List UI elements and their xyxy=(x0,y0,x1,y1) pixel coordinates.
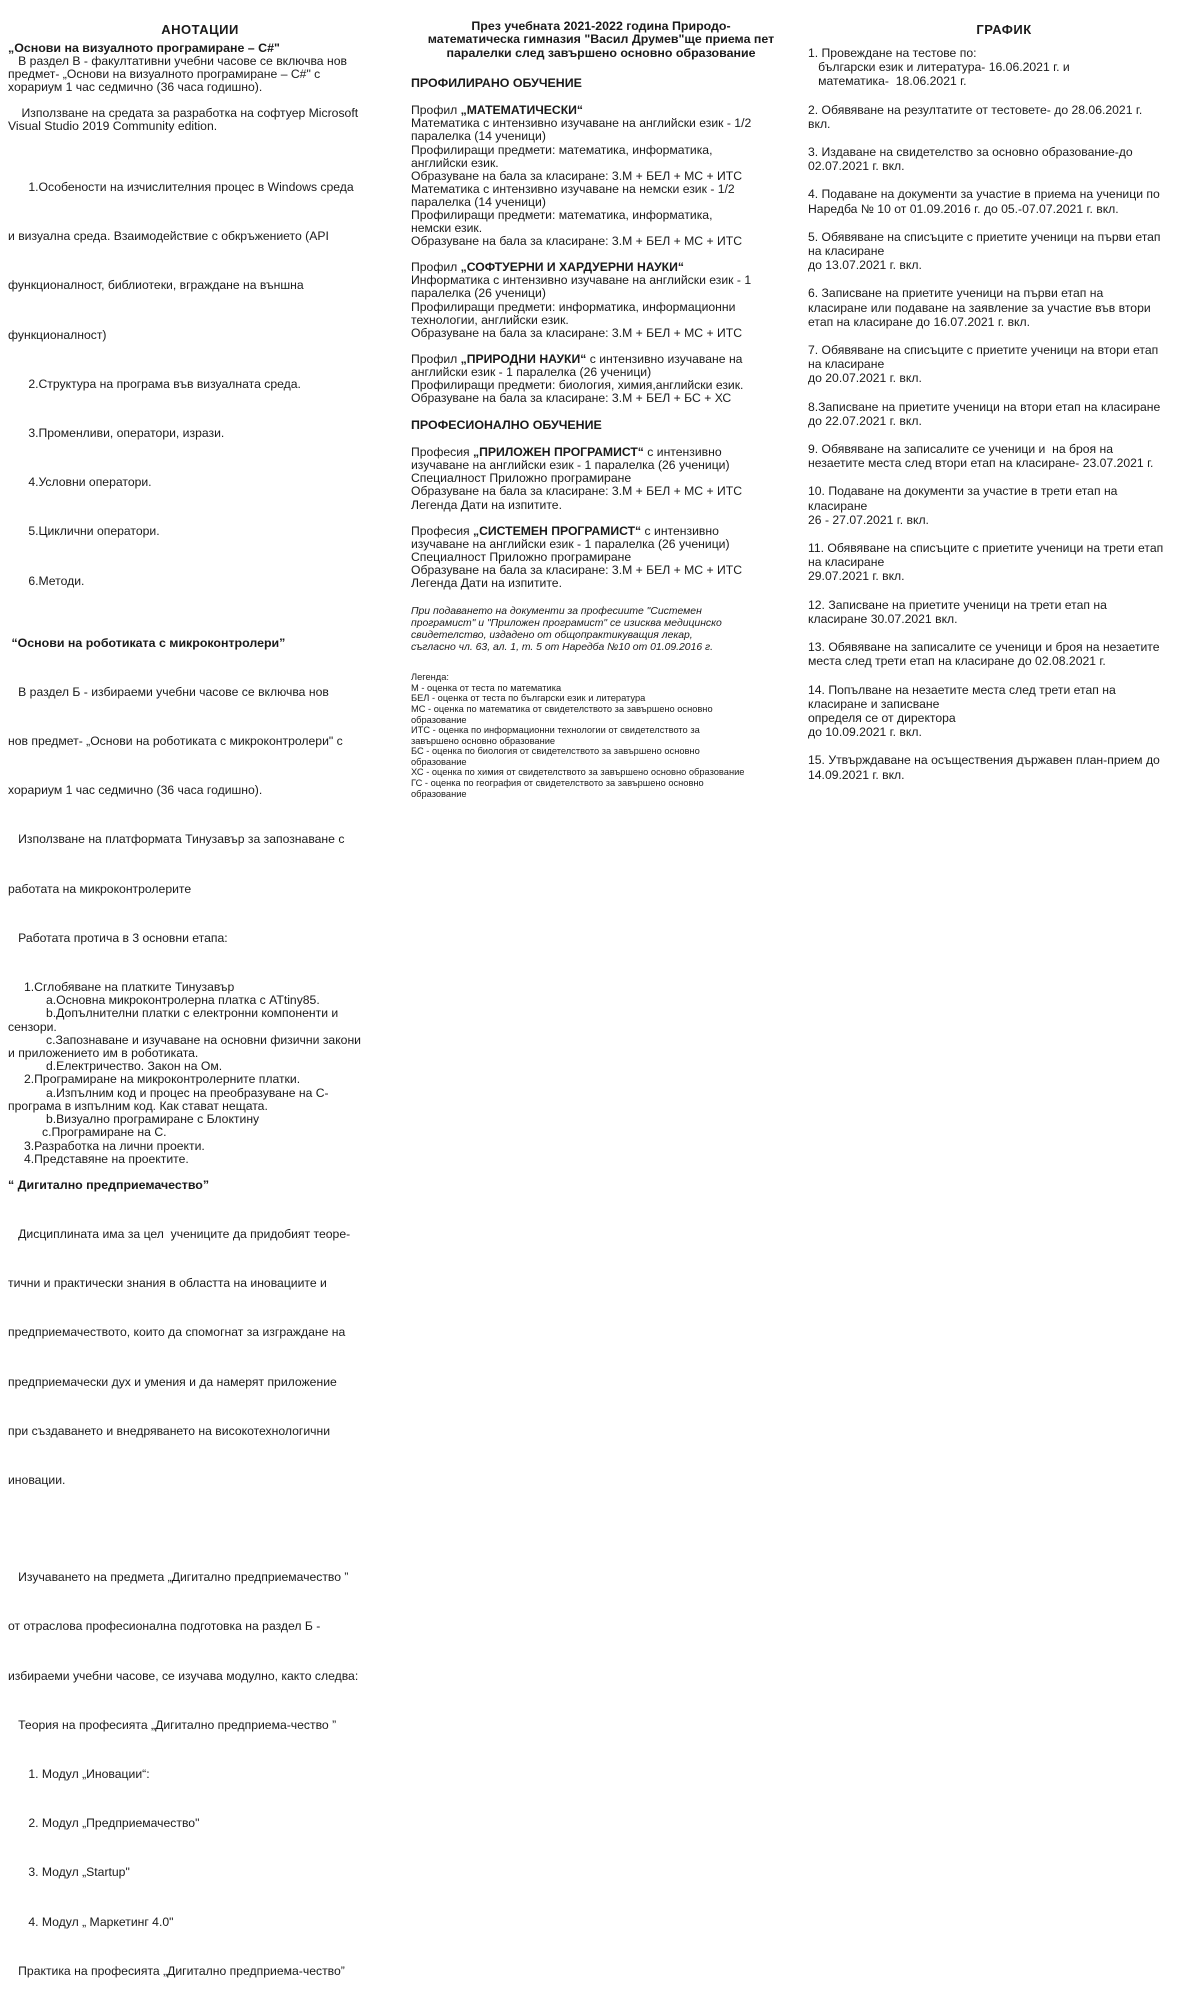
profile-name: „СИСТЕМЕН ПРОГРАМИСТ“ xyxy=(473,523,642,538)
schedule-column xyxy=(800,0,1200,861)
schedule-line: на класиране xyxy=(808,555,885,570)
schedule-line: класиране xyxy=(808,498,868,513)
list-item: b.Визуално програмиране с Блоктину xyxy=(46,1112,260,1127)
list-item: 2.Програмиране на микроконтролерните платки. xyxy=(24,1072,301,1087)
profile-name: „ПРИРОДНИ НАУКИ“ xyxy=(460,351,587,366)
list-item: 3. Модул „Startup" xyxy=(8,1865,130,1880)
profile-lead: Профил xyxy=(411,103,461,118)
legend-line: БС - оценка по биология от свидетелството за завършено основно xyxy=(411,746,700,757)
schedule-line: места след трети етап на класиране до 02.08.2021 г. xyxy=(808,654,1106,669)
text-line: тични и практически знания в областта на иновациите и xyxy=(8,1276,327,1291)
schedule-line: до 13.07.2021 г. вкл. xyxy=(808,258,922,273)
schedule-line: 9. Обявяване на записалите се ученици и на броя на xyxy=(808,442,1114,457)
profile-rest: с интензивно xyxy=(643,445,722,460)
legend xyxy=(411,672,791,799)
text-line: от отраслова професионална подготовка на раздел Б - xyxy=(8,1619,321,1634)
schedule-line: Наредба № 10 от 01.09.2016 г. до 05.-07.07.2021 г. вкл. xyxy=(808,201,1119,216)
text-line: паралелка (14 ученици) xyxy=(411,129,546,144)
schedule-line: 5. Обявяване на списъците с приетите ученици на първи етап xyxy=(808,229,1161,244)
profile-math xyxy=(411,104,791,248)
schedule-item xyxy=(808,46,1200,89)
schedule-line: до 20.07.2021 г. вкл. xyxy=(808,371,922,386)
text-line: Профилиращи предмети: математика, информатика, xyxy=(411,142,713,157)
text-line: Профилиращи предмети: математика, информатика, xyxy=(411,207,713,222)
schedule-item xyxy=(808,187,1200,215)
visual-programming-intro xyxy=(8,55,392,95)
digital-entrepreneurship-modules xyxy=(8,1535,392,2014)
legend-line: завършено основно образование xyxy=(411,735,556,746)
schedule-line: вкл. xyxy=(808,116,831,131)
profile-rest: с интензивно изучаване на xyxy=(586,351,743,366)
robotics-topics xyxy=(8,981,392,1166)
text-line: хорариум 1 час седмично (36 часа годишно). xyxy=(8,80,263,95)
schedule-line: до 10.09.2021 г. вкл. xyxy=(808,725,922,740)
text-line: Практика на професията „Дигитално предприема-чество” xyxy=(8,1963,345,1978)
admission-column xyxy=(403,0,791,861)
text-line: изучаване на английски език - 1 паралелка (26 ученици) xyxy=(411,536,730,551)
schedule-line: 15. Утвърждаване на осъществения държавен план-прием до xyxy=(808,753,1160,768)
list-item: 3.Променливи, оператори, изрази. xyxy=(8,426,225,441)
note-line: програмист" и "Приложен програмист" се изисква медицинско xyxy=(411,618,722,630)
text-line: технологии, английски език. xyxy=(411,312,569,327)
title-line: паралелки след завършено основно образование xyxy=(446,45,756,60)
text-line: Образуване на бала за класиране: 3.М + БЕЛ + МС + ИТС xyxy=(411,484,743,499)
text-line: Информатика с интензивно изучаване на английски език - 1 xyxy=(411,273,752,288)
legend-line: образование xyxy=(411,788,467,799)
list-item: b.Допълнителни платки с електронни компоненти и xyxy=(46,1006,339,1021)
text-line: Специалност Приложно програмиране xyxy=(411,471,632,486)
text-line: Легенда Дати на изпитите. xyxy=(411,576,562,591)
schedule-item xyxy=(808,400,1200,428)
schedule-item xyxy=(808,541,1200,584)
profile-rest: с интензивно xyxy=(641,523,719,538)
text-line: Профилиращи предмети: информатика, информационни xyxy=(411,299,736,314)
profile-lead: Професия xyxy=(411,445,474,460)
schedule-item xyxy=(808,286,1200,329)
schedule-heading: ГРАФИК xyxy=(976,22,1032,37)
schedule-line: 12. Записване на приетите ученици на трети етап на xyxy=(808,597,1107,612)
schedule-line: 3. Издаване на свидетелство за основно образование-до xyxy=(808,145,1133,160)
list-item: сензори. xyxy=(8,1019,57,1034)
schedule-item xyxy=(808,484,1200,527)
list-item: 1.Сглобяване на платките Тинузавър xyxy=(24,980,235,995)
text-line: иновации. xyxy=(8,1472,66,1487)
profile-line xyxy=(411,525,791,538)
list-item: 1.Особености на изчислителния процес в Windows среда xyxy=(8,180,354,195)
schedule-item xyxy=(808,343,1200,386)
text-line: Математика с интензивно изучаване на немски език - 1/2 xyxy=(411,181,735,196)
text-line: Образуване на бала за класиране: 3.М + БЕЛ + МС + ИТС xyxy=(411,562,743,577)
schedule-item xyxy=(808,103,1200,131)
legend-line: образование xyxy=(411,756,467,767)
visual-programming-topics xyxy=(8,145,392,624)
annotations-heading: АНОТАЦИИ xyxy=(161,22,239,37)
profession-applied-programmer xyxy=(411,446,791,511)
schedule-line: 02.07.2021 г. вкл. xyxy=(808,159,905,174)
annotations-column xyxy=(0,0,392,1978)
legend-line: Легенда: xyxy=(411,672,449,683)
legend-line: МС - оценка по математика от свидетелството за завършено основно xyxy=(411,703,713,714)
schedule-list xyxy=(808,46,1200,782)
schedule-line: етап на класиране до 16.07.2021 г. вкл. xyxy=(808,314,1031,329)
profile-lead: Профил xyxy=(411,260,461,275)
profile-lead: Професия xyxy=(411,523,474,538)
text-line: Теория на професията „Дигитално предприема-чество ” xyxy=(8,1717,337,1732)
schedule-item xyxy=(808,442,1200,470)
text-line: Използване на средата за разработка на софтуер Microsoft xyxy=(8,105,359,120)
text-line: предприемачеството, които да спомогнат за изграждане на xyxy=(8,1325,346,1340)
legend-line: образование xyxy=(411,714,467,725)
profile-lead: Профил xyxy=(411,351,461,366)
list-item: a.Основна микроконтролерна платка с ATtiny85. xyxy=(46,993,320,1008)
list-item: 4.Условни оператори. xyxy=(8,475,152,490)
schedule-line: 13. Обявяване на записалите се ученици и броя на незаетите xyxy=(808,640,1160,655)
schedule-item xyxy=(808,683,1200,740)
schedule-line: 8.Записване на приетите ученици на втори етап на класиране xyxy=(808,399,1161,414)
text-line: паралелка (26 ученици) xyxy=(411,286,546,301)
profession-system-programmer xyxy=(411,525,791,590)
text-line: изучаване на английски език - 1 паралелка (26 ученици) xyxy=(411,458,730,473)
text-line: предприемачески дух и умения и да намерят приложение xyxy=(8,1374,337,1389)
schedule-line: 7. Обявяване на списъците с приетите ученици на втори етап xyxy=(808,343,1159,358)
profile-software xyxy=(411,261,791,340)
list-item: функционалност) xyxy=(8,327,107,342)
note-line: При подаването на документи за професиите "Системен xyxy=(411,606,702,618)
schedule-line: математика- 18.06.2021 г. xyxy=(808,74,967,89)
legend-line: БЕЛ - оценка от теста по български език и литература xyxy=(411,693,646,704)
text-line: Дисциплината има за цел учениците да придобият теоре- xyxy=(8,1226,351,1241)
schedule-line: класиране или подаване на заявление за участие във втори xyxy=(808,300,1151,315)
text-line: избираеми учебни часове, се изучава модулно, както следва: xyxy=(8,1668,359,1683)
text-line: работата на микроконтролерите xyxy=(8,881,192,896)
list-item: програма в изпълним код. Как стават нещата. xyxy=(8,1098,268,1113)
text-line: Образуване на бала за класиране: 3.М + БЕЛ + БС + ХС xyxy=(411,391,732,406)
visual-programming-environment xyxy=(8,107,392,133)
digital-entrepreneurship-title: “ Дигитално предприемачество” xyxy=(8,1177,210,1192)
schedule-line: 1. Провеждане на тестове по: xyxy=(808,46,977,60)
profile-line xyxy=(411,353,791,366)
list-item: c.Запознаване и изучаване на основни физични закони xyxy=(46,1032,361,1047)
medical-note xyxy=(411,606,791,654)
schedule-line: 10. Подаване на документи за участие в трети етап на xyxy=(808,484,1118,499)
text-line: Математика с интензивно изучаване на английски език - 1/2 xyxy=(411,116,752,131)
text-line: Образуване на бала за класиране: 3.М + БЕЛ + МС + ИТС xyxy=(411,234,743,249)
robotics-intro xyxy=(8,650,392,981)
schedule-line: 14. Попълване на незаетите места след трети етап на xyxy=(808,682,1116,697)
text-line: немски език. xyxy=(411,221,483,236)
legend-line: ХС - оценка по химия от свидетелството за завършено основно образование xyxy=(411,767,745,778)
text-line: нов предмет- „Основи на роботиката с микроконтролери" с xyxy=(8,734,343,749)
note-line: съгласно чл. 63, ал. 1, т. 5 от Наредба №10 от 01.09.2016 г. xyxy=(411,642,714,654)
list-item: 1. Модул „Иновации“: xyxy=(8,1766,150,1781)
text-line: Специалност Приложно програмиране xyxy=(411,549,632,564)
text-line: паралелка (14 ученици) xyxy=(411,194,546,209)
text-line: В раздел В - факултативни учебни часове се включва нов xyxy=(8,54,347,68)
text-line: Изучаването на предмета „Дигитално предприемачество ” xyxy=(8,1570,349,1585)
schedule-line: класиране и записване xyxy=(808,696,940,711)
text-line: Работата протича в 3 основни етапа: xyxy=(8,930,228,945)
list-item: 5.Циклични оператори. xyxy=(8,524,160,539)
list-item: a.Изпълним код и процес на преобразуване на С- xyxy=(46,1085,329,1100)
text-line: предмет- „Основи на визуалното програмиране – C#" с xyxy=(8,67,321,82)
legend-line: М - оценка от теста по математика xyxy=(411,682,562,693)
schedule-item xyxy=(808,640,1200,668)
schedule-line: 6. Записване на приетите ученици на първи етап на xyxy=(808,286,1104,301)
text-line: Профилиращи предмети: биология, химия,английски език. xyxy=(411,378,744,392)
schedule-line: класиране 30.07.2021 вкл. xyxy=(808,611,958,626)
list-item: 4. Модул „ Маркетинг 4.0" xyxy=(8,1914,174,1929)
schedule-item xyxy=(808,230,1200,273)
robotics-title: “Основи на роботиката с микроконтролери” xyxy=(8,635,286,650)
schedule-line: на класиране xyxy=(808,357,885,372)
text-line: Образуване на бала за класиране: 3.М + БЕЛ + МС + ИТС xyxy=(411,325,743,340)
text-line: Visual Studio 2019 Community edition. xyxy=(8,118,218,133)
schedule-line: 2. Обявяване на резултатите от тестовете- до 28.06.2021 г. xyxy=(808,102,1143,117)
list-item: 2.Структура на програма във визуалната среда. xyxy=(8,376,301,391)
list-item: и приложението им в роботиката. xyxy=(8,1046,199,1061)
profile-natural-sciences xyxy=(411,353,791,405)
schedule-line: до 22.07.2021 г. вкл. xyxy=(808,413,922,428)
text-line: английски език. xyxy=(411,155,499,170)
text-line: Образуване на бала за класиране: 3.М + БЕЛ + МС + ИТС xyxy=(411,168,743,183)
text-line: при създаването и внедряването на високотехнологични xyxy=(8,1423,331,1438)
text-line: английски език - 1 паралелка (26 ученици) xyxy=(411,364,652,379)
list-item: 2. Модул „Предприемачество" xyxy=(8,1816,200,1831)
list-item: d.Електричество. Закон на Ом. xyxy=(46,1059,223,1074)
schedule-line: 11. Обявяване на списъците с приетите ученици на трети етап xyxy=(808,541,1164,556)
admission-title xyxy=(411,20,791,60)
list-item: 3.Разработка на лични проекти. xyxy=(24,1138,205,1153)
professional-heading: ПРОФЕСИОНАЛНО ОБУЧЕНИЕ xyxy=(411,418,602,433)
schedule-item xyxy=(808,145,1200,173)
schedule-item xyxy=(808,753,1200,781)
list-item: функционалност, библиотеки, вграждане на външна xyxy=(8,278,304,293)
schedule-line: 4. Подаване на документи за участие в приема на ученици по xyxy=(808,187,1160,202)
schedule-line: 14.09.2021 г. вкл. xyxy=(808,767,905,782)
text-line: Легенда Дати на изпитите. xyxy=(411,497,562,512)
schedule-line: незаетите места след втори етап на класиране- 23.07.2021 г. xyxy=(808,456,1154,471)
note-line: свидетелство, издадено от общопрактикуващия лекар, xyxy=(411,630,693,642)
profile-name: „ПРИЛОЖЕН ПРОГРАМИСТ“ xyxy=(473,445,644,460)
title-line: През учебната 2021-2022 година Природо- xyxy=(471,19,731,33)
legend-line: ИТС - оценка по информационни технологии от свидетелството за xyxy=(411,725,700,736)
list-item: 4.Представяне на проектите. xyxy=(24,1151,189,1166)
profile-name: „СОФТУЕРНИ И ХАРДУЕРНИ НАУКИ“ xyxy=(460,260,684,275)
schedule-line: 26 - 27.07.2021 г. вкл. xyxy=(808,512,929,527)
text-line: Използване на платформата Тинузавър за запознаване с xyxy=(8,832,345,847)
profile-name: „МАТЕМАТИЧЕСКИ“ xyxy=(460,103,584,118)
title-line: математическа гимназия "Васил Друмев"ще приема пет xyxy=(427,32,775,47)
schedule-item xyxy=(808,598,1200,626)
schedule-line: 29.07.2021 г. вкл. xyxy=(808,569,905,584)
list-item: 6.Методи. xyxy=(8,573,85,588)
legend-line: ГС - оценка по география от свидетелството за завършено основно xyxy=(411,778,704,789)
list-item: c.Програмиране на С. xyxy=(42,1125,167,1140)
profiled-heading: ПРОФИЛИРАНО ОБУЧЕНИЕ xyxy=(411,76,582,91)
text-line: В раздел Б - избираеми учебни часове се включва нов xyxy=(8,684,329,699)
schedule-line: определя се от директора xyxy=(808,710,956,725)
visual-programming-title: „Основи на визуалното програмиране – C#" xyxy=(8,41,280,55)
digital-entrepreneurship-intro xyxy=(8,1192,392,1523)
schedule-line: български език и литература- 16.06.2021 г. и xyxy=(808,60,1070,75)
text-line: хорариум 1 час седмично (36 часа годишно). xyxy=(8,783,263,798)
list-item: и визуална среда. Взаимодействие с обкръжението (API xyxy=(8,229,329,244)
schedule-line: на класиране xyxy=(808,244,885,259)
